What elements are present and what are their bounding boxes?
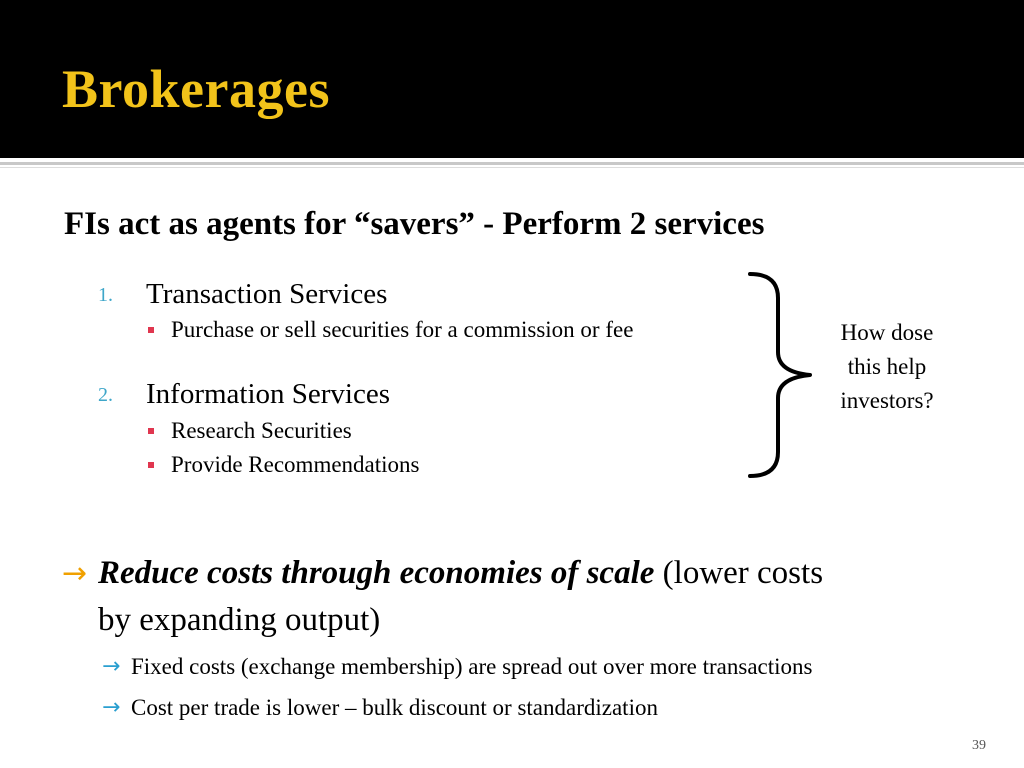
subitem-purchase-sell: Purchase or sell securities for a commission or fee: [171, 317, 634, 342]
list-number-2: 2.: [98, 384, 113, 406]
list-number-1: 1.: [98, 284, 113, 306]
sub-point-fixed-costs: Fixed costs (exchange membership) are spread out over more transactions: [131, 654, 813, 679]
intro-heading: FIs act as agents for “savers” - Perform 2 services: [64, 206, 765, 242]
main-point-emphasis: Reduce costs through economies of scale: [98, 555, 655, 591]
main-point-line-1: [98, 550, 823, 596]
square-bullet-icon: [148, 428, 154, 434]
right-arrow-icon: →: [62, 556, 88, 591]
side-question: [822, 316, 952, 418]
header-divider-thin: [0, 167, 1024, 168]
subitem-recommendations: Provide Recommendations: [171, 452, 420, 477]
sub-point-cost-per-trade: Cost per trade is lower – bulk discount or standardization: [131, 695, 658, 720]
side-question-line: How dose: [840, 320, 934, 345]
header-divider: [0, 162, 1024, 165]
main-point-rest: (lower costs: [662, 555, 824, 591]
list-item-information-services: Information Services: [146, 378, 391, 410]
side-question-line: investors?: [840, 388, 934, 413]
list-item-transaction-services: Transaction Services: [146, 278, 388, 310]
square-bullet-icon: [148, 327, 154, 333]
slide-title: Brokerages: [62, 59, 330, 119]
right-arrow-icon: →: [102, 654, 121, 679]
curly-brace-icon: [740, 268, 820, 482]
main-point-line-2: by expanding output): [98, 602, 381, 638]
subitem-research: Research Securities: [171, 418, 352, 443]
side-question-line: this help: [847, 354, 927, 379]
square-bullet-icon: [148, 462, 154, 468]
page-number: 39: [972, 738, 986, 753]
right-arrow-icon: →: [102, 695, 121, 720]
